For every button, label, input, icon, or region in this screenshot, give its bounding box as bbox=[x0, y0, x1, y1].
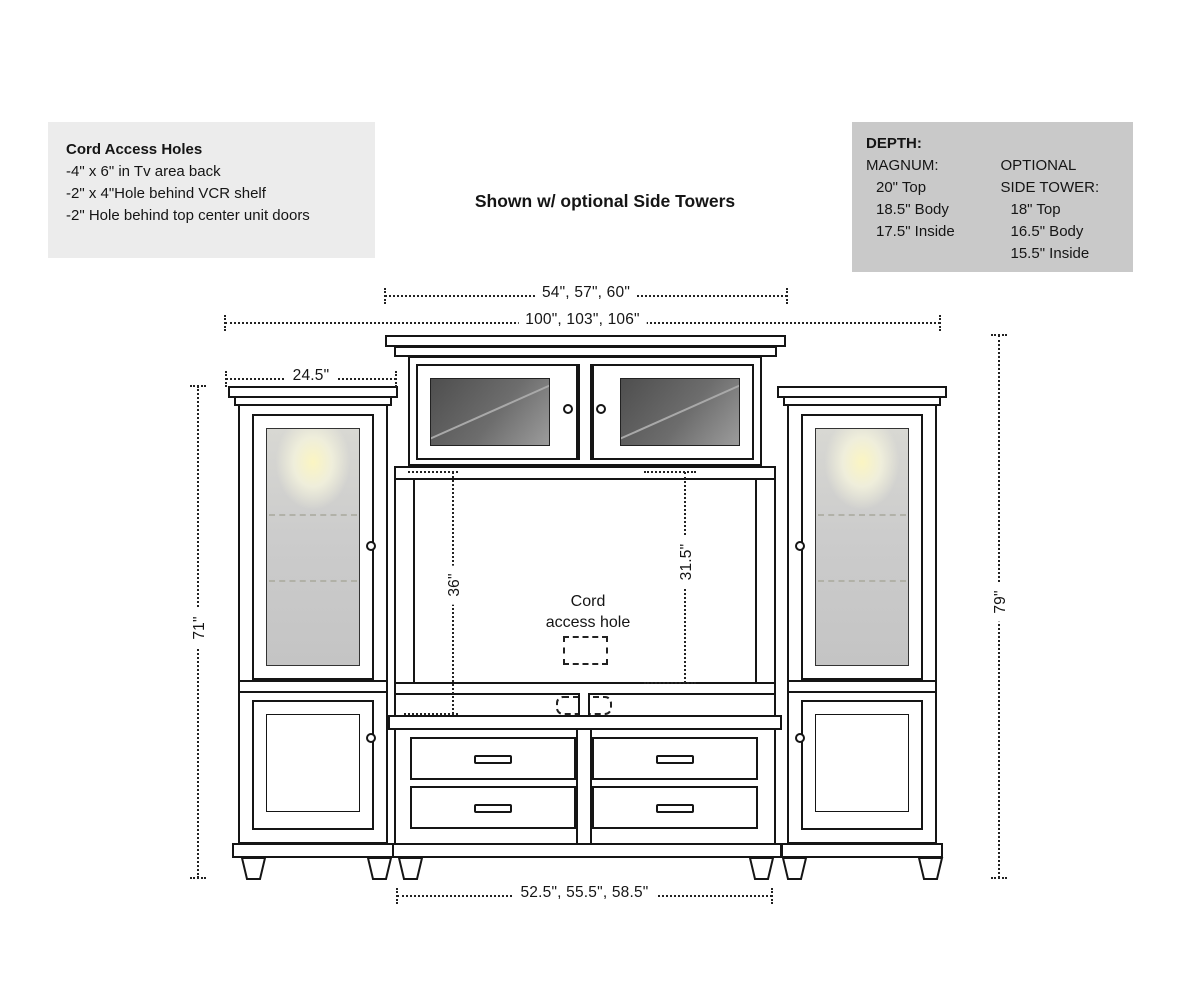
cabinet-foot bbox=[748, 857, 775, 880]
dim-tick bbox=[939, 315, 941, 331]
drawer-center-stile bbox=[576, 730, 592, 843]
depth-header-line: SIDE TOWER: bbox=[1000, 179, 1100, 196]
door-panel bbox=[815, 714, 909, 812]
glass-shelf-line bbox=[269, 580, 357, 582]
tv-cord-hole bbox=[563, 636, 608, 665]
dim-value: 79" bbox=[992, 582, 1010, 621]
cabinet-foot bbox=[781, 857, 808, 880]
depth-row: 16.5" Body bbox=[1010, 223, 1084, 240]
dim-side-tower-height bbox=[191, 386, 208, 878]
depth-column-side-tower bbox=[1001, 155, 1120, 265]
tv-right-stile bbox=[755, 480, 757, 682]
dim-value: 36" bbox=[446, 565, 464, 604]
depth-row: 18" Top bbox=[1010, 201, 1061, 218]
dim-tick bbox=[991, 334, 1007, 336]
hutch-right-glass-door bbox=[592, 364, 754, 460]
dim-value: 71" bbox=[191, 608, 209, 647]
depth-column-magnum bbox=[866, 155, 985, 265]
left-tower-base bbox=[232, 843, 394, 858]
dim-tv-height-with-shelf bbox=[446, 472, 463, 714]
cabinet-foot bbox=[917, 857, 944, 880]
dim-value: 52.5", 55.5", 58.5" bbox=[513, 884, 655, 902]
left-tower-rail bbox=[238, 680, 388, 693]
dim-value: 54", 57", 60" bbox=[535, 284, 637, 302]
drawer-handle bbox=[474, 804, 512, 813]
dim-tick bbox=[190, 385, 206, 387]
note-title: Cord Access Holes bbox=[66, 141, 203, 158]
center-base-rail bbox=[388, 843, 782, 858]
glass-pane bbox=[430, 378, 550, 446]
dim-hutch-width bbox=[385, 284, 787, 301]
left-tower-lower-door bbox=[252, 700, 374, 830]
dim-tick bbox=[644, 471, 696, 473]
right-tower-glass-door bbox=[801, 414, 923, 680]
drawer-handle bbox=[656, 755, 694, 764]
dim-tick bbox=[384, 288, 386, 304]
hutch-right-door-knob bbox=[596, 404, 606, 414]
drawer-handle bbox=[656, 804, 694, 813]
cabinet-foot bbox=[366, 857, 393, 880]
depth-row: 20" Top bbox=[876, 179, 927, 196]
dim-tick bbox=[991, 877, 1007, 879]
note-line: -4" x 6" in Tv area back bbox=[66, 163, 221, 180]
right-tower-base bbox=[781, 843, 943, 858]
dim-side-tower-width bbox=[226, 367, 396, 384]
vcr-center-divider bbox=[578, 693, 590, 717]
dim-tick bbox=[404, 713, 458, 715]
note-line: -2" x 4"Hole behind VCR shelf bbox=[66, 185, 266, 202]
glass-shelf-line bbox=[818, 580, 906, 582]
cord-access-holes-note bbox=[48, 122, 375, 258]
dim-tick bbox=[396, 888, 398, 904]
dim-tick bbox=[771, 888, 773, 904]
left-tower-lower-knob bbox=[366, 733, 376, 743]
drawer-top-right bbox=[592, 737, 758, 780]
hutch-center-mullion bbox=[578, 364, 592, 460]
dim-tick bbox=[225, 371, 227, 387]
depth-header-line: MAGNUM: bbox=[866, 157, 939, 174]
dim-tick bbox=[408, 471, 458, 473]
right-tower-lower-door bbox=[801, 700, 923, 830]
depth-title: DEPTH: bbox=[866, 135, 922, 152]
depth-columns bbox=[866, 155, 1119, 265]
dim-tick bbox=[224, 315, 226, 331]
depth-row: 18.5" Body bbox=[876, 201, 949, 218]
dim-tick bbox=[786, 288, 788, 304]
dim-tick bbox=[190, 877, 206, 879]
glass-pane bbox=[620, 378, 740, 446]
drawer-top-left bbox=[410, 737, 576, 780]
dim-tick bbox=[644, 682, 696, 684]
depth-row: 15.5" Inside bbox=[1010, 245, 1090, 262]
dim-base-width bbox=[397, 884, 772, 901]
hutch-left-door-knob bbox=[563, 404, 573, 414]
glass-shelf-line bbox=[818, 514, 906, 516]
dim-value: 31.5" bbox=[678, 536, 696, 589]
glass-shelf-line bbox=[269, 514, 357, 516]
drawer-handle bbox=[474, 755, 512, 764]
glass-pane-lit bbox=[815, 428, 909, 666]
dim-overall-width bbox=[225, 311, 940, 328]
hutch-left-glass-door bbox=[416, 364, 578, 460]
cabinet-foot bbox=[397, 857, 424, 880]
cabinet-foot bbox=[240, 857, 267, 880]
dim-tick bbox=[395, 371, 397, 387]
cord-access-hole-label: Cord access hole bbox=[545, 593, 631, 631]
note-line: -2" Hole behind top center unit doors bbox=[66, 207, 310, 224]
drawer-bottom-right bbox=[592, 786, 758, 829]
dim-value: 100", 103", 106" bbox=[518, 311, 647, 329]
tv-left-stile bbox=[413, 480, 415, 682]
glass-reflection bbox=[430, 381, 550, 442]
door-panel bbox=[266, 714, 360, 812]
depth-header-line: OPTIONAL bbox=[1000, 157, 1077, 174]
right-tower-rail bbox=[787, 680, 937, 693]
glass-pane-lit bbox=[266, 428, 360, 666]
left-tower-glass-door bbox=[252, 414, 374, 680]
right-tower-upper-knob bbox=[795, 541, 805, 551]
dim-value: 24.5" bbox=[286, 367, 337, 385]
drawer-bottom-left bbox=[410, 786, 576, 829]
glass-reflection bbox=[620, 381, 740, 442]
page-title: Shown w/ optional Side Towers bbox=[474, 191, 736, 211]
left-tower-upper-knob bbox=[366, 541, 376, 551]
dim-overall-height bbox=[992, 335, 1009, 878]
depth-spec-box bbox=[852, 122, 1133, 272]
depth-row: 17.5" Inside bbox=[876, 223, 955, 240]
dim-tv-opening-height bbox=[678, 472, 695, 683]
right-tower-lower-knob bbox=[795, 733, 805, 743]
